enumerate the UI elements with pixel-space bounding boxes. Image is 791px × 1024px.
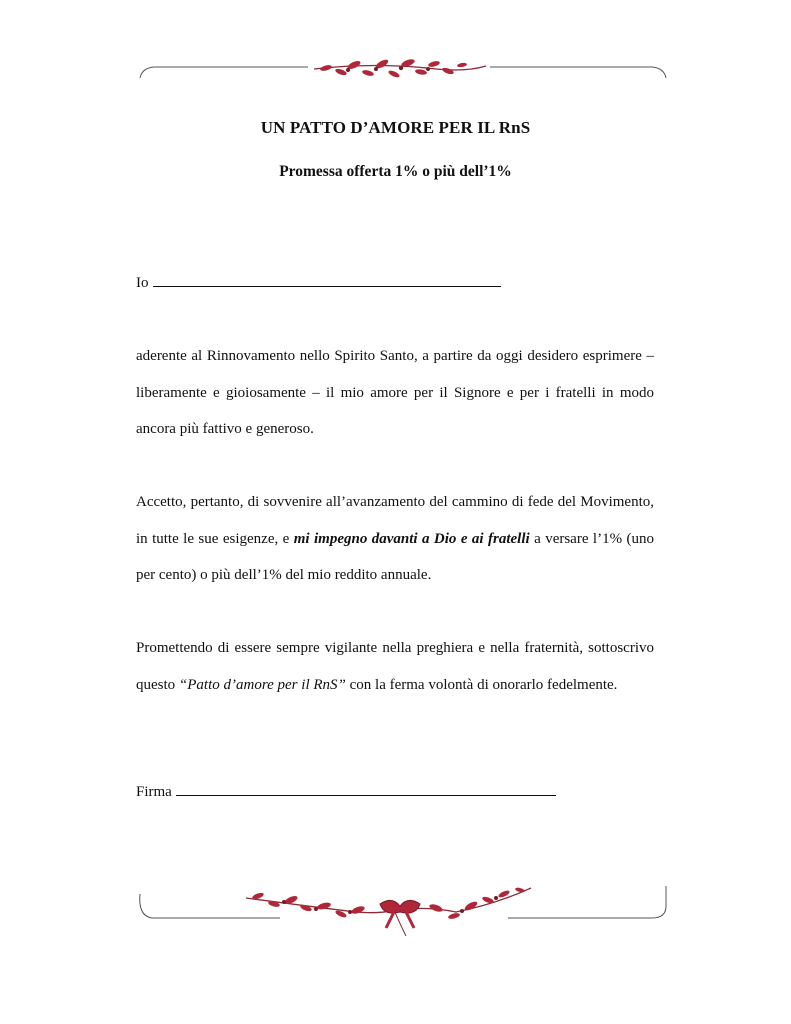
commitment-text-end: a versare l’1% (uno per cento) o più dell’1% del mio reddito annuale. xyxy=(136,530,654,583)
paragraph-commitment xyxy=(136,484,654,594)
paragraph-adherence: aderente al Rinnovamento nello Spirito Santo, a partire da oggi desidero esprimere – liberamente e gioiosamente – il mio amore per il Signore e per i fratelli in modo ancora più fattivo e generoso. xyxy=(136,348,654,437)
promise-text-end: con la ferma volontà di onorarlo fedelmente. xyxy=(345,676,618,693)
bottom-holly-ornament xyxy=(136,876,670,946)
promise-quote: “Patto d’amore per il RnS” xyxy=(178,676,346,693)
document-title: UN PATTO D’AMORE PER IL RnS xyxy=(260,118,531,137)
commitment-emphasis: mi impegno davanti a Dio e ai fratelli xyxy=(293,530,530,547)
signature-label: Firma xyxy=(136,784,172,800)
promise-text-start: Promettendo di essere sempre vigilante nella preghiera e nella fraternità, sottoscrivo questo xyxy=(136,640,654,693)
io-name-field xyxy=(136,274,501,292)
paragraph-promise xyxy=(136,630,654,703)
io-label: Io xyxy=(136,275,149,291)
top-holly-ornament xyxy=(136,50,670,90)
signature-blank-line[interactable] xyxy=(176,783,556,796)
document-subtitle: Promessa offerta 1% o più dell’1% xyxy=(279,163,512,180)
signature-field xyxy=(136,783,556,801)
io-blank-line[interactable] xyxy=(153,274,501,287)
commitment-text-start: Accetto, pertanto, di sovvenire all’avanzamento del cammino di fede del Movimento, in tutte le sue esigenze, e xyxy=(136,494,654,547)
